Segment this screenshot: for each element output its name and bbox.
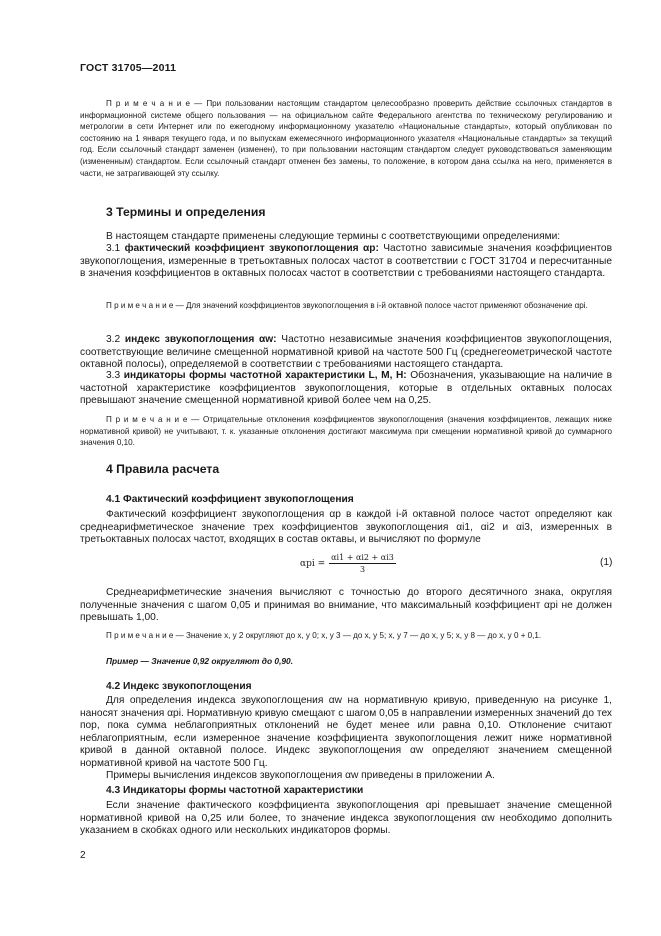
term-3-3-number: 3.3 bbox=[106, 370, 124, 381]
term-3-1 bbox=[80, 243, 612, 281]
section-3-intro: В настоящем стандарте применены следующие термины с соответствующими определениями: bbox=[106, 231, 561, 242]
term-3-3-definition: Обозначения, указывающие на наличие в частотной характеристике коэффициентов звукопоглощения, которые в отдельных октавных полосах превышают значение смещенной нормативной кривой более чем на 0,25. bbox=[80, 370, 613, 406]
term-3-2-number: 3.2 bbox=[106, 334, 125, 345]
term-3-2-definition: Частотно независимые значения коэффициентов звукопоглощения, соответствующие величине смещенной нормативной кривой на частоте 500 Гц (среднегеометрической частоте октавной полосы), определяемой в соответствии с требованиями настоящего стандарта. bbox=[80, 334, 612, 370]
formula-number: (1) bbox=[600, 557, 613, 568]
formula-lhs: αpi = bbox=[300, 558, 326, 569]
formula-numerator: αi1 + αi2 + αi3 bbox=[331, 553, 394, 562]
paragraph-4-3: Если значение фактического коэффициента звукопоглощения αpi превышает значение смещенной нормативной кривой на 0,25 или более, то значение индекса звукопоглощения αw необходимо дополнить указанием в скобках одного или нескольких индикаторов формы. bbox=[80, 800, 612, 836]
formula-denominator: 3 bbox=[359, 565, 366, 574]
note-3-1: П р и м е ч а н и е — Для значений коэффициентов звукопоглощения в i-й октавной полосе частот применяют обозначение αpi. bbox=[106, 301, 588, 310]
note-references: П р и м е ч а н и е — При пользовании настоящим стандартом целесообразно проверить действие ссылочных стандартов в информационной системе общего пользования — на официальном сайте Федерального агентства по техническому регулированию и метрологии в сети Интернет или по ежегодному информационному указателю «Национальные стандарты», который опубликован по состоянию на 1 января текущего года, и по выпускам ежемесячного информационного указателя «Национальные стандарты» за текущий год. Если ссылочный стандарт заменен (изменен), то при пользовании настоящим стандартом следует руководствоваться заменяющим (измененным) стандартом. Если ссылочный стандарт отменен без замены, то положение, в котором дана ссылка на него, применяется в части, не затрагивающей эту ссылку. bbox=[80, 99, 612, 178]
term-3-1-definition: Частотно зависимые значения коэффициентов звукопоглощения, измеренные в третьоктавных полосах частот в соответствии с ГОСТ 31704 и пересчитанные в значения коэффициентов в октавных полосах частот в соответствии с требованиями настоящего стандарта. bbox=[80, 243, 613, 279]
term-3-2 bbox=[80, 334, 612, 372]
example-rounding: Пример — Значение 0,92 округляют до 0,90. bbox=[106, 656, 294, 666]
document-header: ГОСТ 31705—2011 bbox=[80, 62, 177, 74]
note-3-3: П р и м е ч а н и е — Отрицательные отклонения коэффициентов звукопоглощения (значения коэффициентов, лежащих ниже нормативной кривой) не учитывают, т. к. указанные отклонения достигают максимума при смещении нормативной кривой до суммарного значения 0,10. bbox=[80, 415, 612, 448]
subsection-4-2-heading: 4.2 Индекс звукопоглощения bbox=[106, 681, 252, 692]
formula-fraction bbox=[329, 553, 396, 574]
term-3-1-number: 3.1 bbox=[106, 243, 125, 254]
section-4-heading: 4 Правила расчета bbox=[106, 462, 220, 476]
page-number: 2 bbox=[80, 850, 86, 861]
term-3-3 bbox=[80, 370, 612, 408]
term-3-3-title: индикаторы формы частотной характеристики L, M, H: bbox=[123, 370, 407, 381]
paragraph-4-2: Для определения индекса звукопоглощения αw на нормативную кривую, приведенную на рисунке 1, наносят значения αpi. Нормативную кривую смещают с шагом 0,05 в направлении измеренных значений до тех пор, пока сумма неблагоприятных отклонений не будет менее или равна 0,10. Отклонение считают неблагоприятным, если измеренное значение коэффициента звукопоглощения лежит ниже нормативной кривой в данной октавной полосе. Индекс звукопоглощения αw определяют значением смещенной нормативной кривой на частоте 500 Гц. bbox=[80, 695, 612, 769]
paragraph-4-2-examples: Примеры вычисления индексов звукопоглощения αw приведены в приложении А. bbox=[106, 770, 495, 781]
subsection-4-1-heading: 4.1 Фактический коэффициент звукопоглощения bbox=[106, 494, 354, 505]
term-3-1-title: фактический коэффициент звукопоглощения αp: bbox=[124, 243, 379, 254]
note-4-1: П р и м е ч а н и е — Значение x, y 2 округляют до x, y 0; x, y 3 — до x, y 5; x, y 7 — до x, y 5; x, y 8 — до x, y 0 + 0,1. bbox=[106, 631, 542, 640]
term-3-2-title: индекс звукопоглощения αw: bbox=[124, 334, 277, 345]
formula-1 bbox=[300, 553, 396, 574]
paragraph-4-1: Фактический коэффициент звукопоглощения αp в каждой i-й октавной полосе частот определяют как среднеарифметическое значение трех коэффициентов звукопоглощения αi1, αi2 и αi3, измеренных в третьоктавных полосах частот, входящих в состав октавы, и вычисляют по формуле bbox=[80, 509, 612, 545]
section-3-heading: 3 Термины и определения bbox=[106, 205, 266, 219]
paragraph-4-1-rounding: Среднеарифметические значения вычисляют с точностью до второго десятичного знака, округляя полученные значения с шагом 0,05 и принимая во внимание, что максимальный коэффициент αpi не должен превышать 1,00. bbox=[80, 587, 612, 623]
subsection-4-3-heading: 4.3 Индикаторы формы частотной характеристики bbox=[106, 785, 364, 796]
